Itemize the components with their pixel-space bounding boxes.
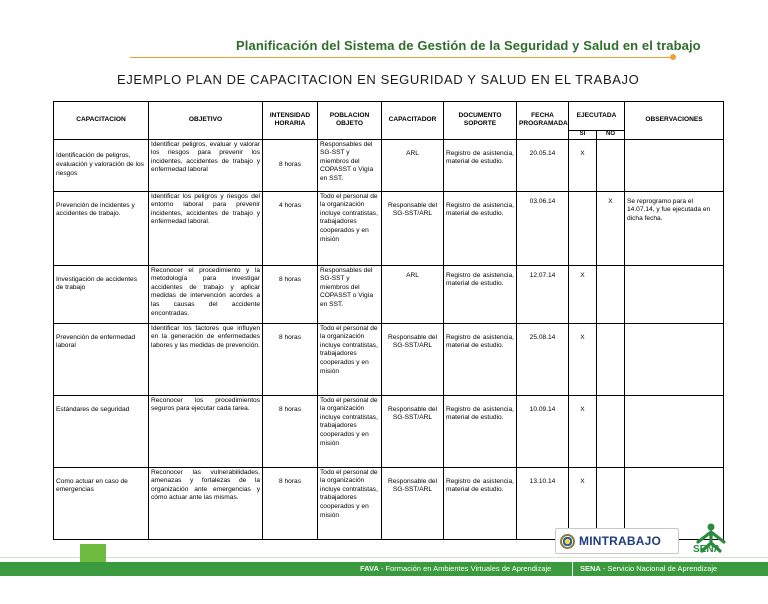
table-row [54,139,724,191]
cell-documento: Registro de asistencia, material de estudio. [444,191,517,265]
cell-poblacion: Todo el personal de la organización incluye contratistas, trabajadores cooperados y en misión [318,467,382,539]
cell-fecha: 13.10.14 [517,467,569,539]
cell-capacitador: Responsable del SG-SST/ARL [382,323,444,395]
header-poblacion: POBLACION OBJETO [318,102,382,140]
header-ejecutada: EJECUTADA [569,102,625,131]
cell-si: X [569,323,597,395]
training-plan-table [53,101,724,540]
mintrabajo-logo [555,528,679,554]
cell-observaciones [625,323,724,395]
cell-si: X [569,139,597,191]
header-objetivo: OBJETIVO [149,102,263,140]
table-row [54,191,724,265]
cell-fecha: 03.06.14 [517,191,569,265]
header-no: NO [597,131,625,140]
cell-capacitacion: Como actuar en caso de emergencias [54,467,149,539]
footer-sena-bold: SENA [580,564,601,573]
cell-objetivo: Reconocer las vulnerabilidades, amenazas y fortalezas de la organización ante emergencias y cómo actuar ante las mismas. [149,467,263,539]
cell-no [597,323,625,395]
cell-objetivo: Identificar los factores que influyen en la generación de enfermedades labores y las medidas de prevención. [149,323,263,395]
cell-capacitador: Responsable del SG-SST/ARL [382,467,444,539]
cell-documento: Registro de asistencia, material de estudio. [444,265,517,323]
cell-intensidad: 8 horas [263,323,318,395]
table-row [54,323,724,395]
cell-documento: Registro de asistencia, material de estudio. [444,467,517,539]
cell-documento: Registro de asistencia, material de estudio. [444,323,517,395]
footer-fava [360,564,551,573]
cell-capacitacion: Estándares de seguridad [54,395,149,467]
header-fecha: FECHA PROGRAMADA [517,102,569,140]
cell-observaciones [625,139,724,191]
cell-observaciones [625,395,724,467]
cell-si: X [569,265,597,323]
footer-fava-bold: FAVA [360,564,379,573]
cell-objetivo: Identificar peligros, evaluar y valorar los riesgos para prevenir los incidentes, accidentes de trabajo y enfermedad laboral [149,139,263,191]
cell-intensidad: 8 horas [263,139,318,191]
cell-no [597,139,625,191]
cell-objetivo: Identificar los peligros y riesgos del entorno laboral para prevenir incidentes, accidentes de trabajo y enfermedad laboral. [149,191,263,265]
footer-green-tab [80,544,106,564]
footer-divider [0,557,768,558]
cell-no [597,265,625,323]
header-observaciones: OBSERVACIONES [625,102,724,140]
header-intensidad: INTENSIDAD HORARIA [263,102,318,140]
cell-intensidad: 4 horas [263,191,318,265]
cell-capacitacion: Prevención de enfermedad laboral [54,323,149,395]
cell-observaciones [625,265,724,323]
cell-intensidad: 8 horas [263,395,318,467]
cell-si: X [569,467,597,539]
header-capacitacion: CAPACITACION [54,102,149,140]
cell-poblacion: Responsables del SG-SST y miembros del COPASST o Vigía en SST. [318,139,382,191]
cell-fecha: 25.08.14 [517,323,569,395]
cell-capacitacion: Investigación de accidentes de trabajo [54,265,149,323]
cell-fecha: 20.05.14 [517,139,569,191]
cell-intensidad: 8 horas [263,265,318,323]
header-capacitador: CAPACITADOR [382,102,444,140]
cell-si: X [569,395,597,467]
cell-observaciones: Se reprogramo para el 14.07.14, y fue ejecutada en dicha fecha. [625,191,724,265]
cell-no [597,395,625,467]
header-si: SI [569,131,597,140]
cell-poblacion: Todo el personal de la organización incluye contratistas, trabajadores cooperados y en misión [318,323,382,395]
cell-capacitador: ARL [382,265,444,323]
cell-capacitador: ARL [382,139,444,191]
cell-documento: Registro de asistencia, material de estudio. [444,139,517,191]
document-title: EJEMPLO PLAN DE CAPACITACION EN SEGURIDAD Y SALUD EN EL TRABAJO [117,72,640,87]
footer-fava-text: - Formación en Ambientes Virtuales de Aprendizaje [378,564,552,573]
cell-capacitador: Responsable del SG-SST/ARL [382,191,444,265]
cell-no: X [597,191,625,265]
cell-poblacion: Todo el personal de la organización incluye contratistas, trabajadores cooperados y en misión [318,191,382,265]
cell-fecha: 12.07.14 [517,265,569,323]
footer-sena [580,564,717,573]
cell-capacitacion: Prevención de incidentes y accidentes de trabajo. [54,191,149,265]
header-rule [130,57,670,58]
table-row [54,395,724,467]
colombia-seal-icon [560,534,575,549]
footer-separator [572,562,573,576]
cell-capacitador: Responsable del SG-SST/ARL [382,395,444,467]
cell-documento: Registro de asistencia, material de estudio. [444,395,517,467]
cell-poblacion: Responsables del SG-SST y miembros del COPASST o Vigía en SST. [318,265,382,323]
header-documento: DOCUMENTO SOPORTE [444,102,517,140]
footer-sena-text: - Servicio Nacional de Aprendizaje [600,564,718,573]
cell-capacitacion: Identificación de peligros, evaluación y valoración de los riesgos [54,139,149,191]
header-rule-dot [670,54,676,60]
cell-objetivo: Reconocer el procedimiento y la metodología para investigar accidentes de trabajo y aplicar medidas de intervención acordes a las causas del accidente encontradas. [149,265,263,323]
header-title: Planificación del Sistema de Gestión de la Seguridad y Salud en el trabajo [236,38,701,53]
cell-si [569,191,597,265]
mintrabajo-logo-text: MINTRABAJO [579,534,661,548]
sena-logo-text: SENA [693,544,721,555]
table-row [54,265,724,323]
cell-poblacion: Todo el personal de la organización incluye contratistas, trabajadores cooperados y en misión [318,395,382,467]
cell-intensidad: 8 horas [263,467,318,539]
cell-fecha: 10.09.14 [517,395,569,467]
cell-objetivo: Reconocer los procedimientos seguros para ejecutar cada tarea. [149,395,263,467]
